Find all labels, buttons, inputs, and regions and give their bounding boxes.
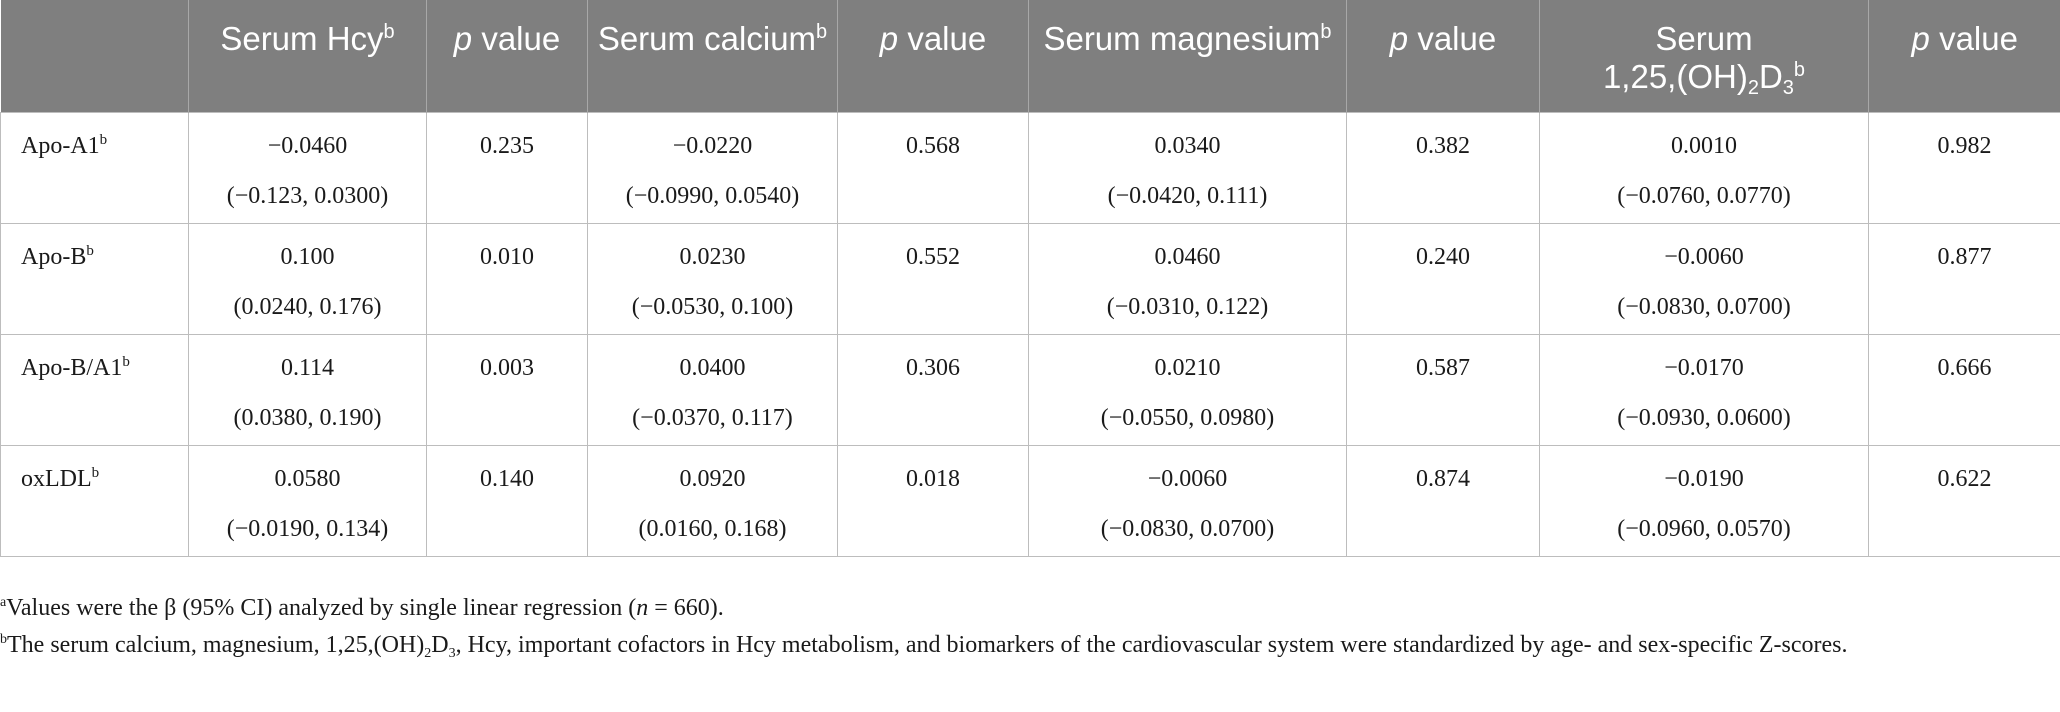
table-header <box>1 0 2060 112</box>
header-row <box>1 0 2060 112</box>
p-value: 0.587 <box>1416 354 1470 381</box>
beta-estimate: 0.0400 <box>679 354 746 381</box>
row-label-footnote-mark: b <box>122 353 130 370</box>
cell-vitamin-d <box>1540 112 1869 223</box>
cell-p-vitamin-d <box>1869 223 2060 334</box>
confidence-interval: (0.0380, 0.190) <box>233 404 382 431</box>
confidence-interval: (−0.0960, 0.0570) <box>1617 515 1791 542</box>
confidence-interval: (−0.0370, 0.117) <box>632 404 793 431</box>
table-body <box>1 112 2060 556</box>
p-value: 0.622 <box>1937 465 1992 492</box>
cell-p-magnesium <box>1347 445 1540 556</box>
confidence-interval: (0.0160, 0.168) <box>638 515 787 542</box>
cell-p-magnesium <box>1347 112 1540 223</box>
cell-p-vitamin-d <box>1869 112 2060 223</box>
cell-p-magnesium <box>1347 223 1540 334</box>
table-row <box>1 445 2060 556</box>
header-p-value-vitamin-d: p value <box>1869 0 2060 112</box>
beta-estimate: −0.0220 <box>672 132 753 159</box>
header-serum-hcy: Serum Hcy$^b$ <box>189 0 427 112</box>
row-label-footnote-mark: b <box>86 242 94 259</box>
confidence-interval: (−0.0310, 0.122) <box>1106 293 1269 320</box>
row-label-text: Apo-A1 <box>21 132 100 159</box>
cell-hcy <box>189 445 427 556</box>
confidence-interval: (−0.0190, 0.134) <box>226 515 389 542</box>
cell-p-hcy <box>427 334 588 445</box>
header-serum-calcium: Serum calcium$^b$ <box>588 0 838 112</box>
confidence-interval: (0.0240, 0.176) <box>233 293 382 320</box>
header-p-value-magnesium: p value <box>1347 0 1540 112</box>
beta-estimate: 0.114 <box>280 354 335 381</box>
p-value: 0.568 <box>906 132 960 159</box>
confidence-interval: (−0.0420, 0.111) <box>1107 182 1268 209</box>
p-value: 0.874 <box>1416 465 1470 492</box>
header-corner <box>1 0 189 112</box>
beta-estimate: 0.0210 <box>1154 354 1221 381</box>
confidence-interval: (−0.0930, 0.0600) <box>1617 404 1791 431</box>
row-label <box>1 112 189 223</box>
cell-p-magnesium <box>1347 334 1540 445</box>
beta-estimate: −0.0460 <box>267 132 348 159</box>
table-row <box>1 334 2060 445</box>
cell-hcy <box>189 112 427 223</box>
cell-vitamin-d <box>1540 334 1869 445</box>
cell-magnesium <box>1029 445 1347 556</box>
confidence-interval: (−0.0990, 0.0540) <box>625 182 800 209</box>
cell-p-calcium <box>838 445 1029 556</box>
confidence-interval: (−0.0550, 0.0980) <box>1100 404 1275 431</box>
row-label <box>1 334 189 445</box>
cell-p-vitamin-d <box>1869 334 2060 445</box>
p-value: 0.982 <box>1937 132 1992 159</box>
cell-magnesium <box>1029 112 1347 223</box>
p-value: 0.666 <box>1937 354 1992 381</box>
cell-p-hcy <box>427 112 588 223</box>
cell-vitamin-d <box>1540 223 1869 334</box>
p-value: 0.235 <box>480 132 534 159</box>
cell-p-hcy <box>427 223 588 334</box>
beta-estimate: 0.0920 <box>679 465 746 492</box>
cell-p-calcium <box>838 334 1029 445</box>
row-label-footnote-mark: b <box>99 131 108 148</box>
cell-vitamin-d <box>1540 445 1869 556</box>
row-label <box>1 445 189 556</box>
row-label-footnote-mark: b <box>91 464 100 481</box>
p-value: 0.018 <box>906 465 960 492</box>
header-p-value-calcium: p value <box>838 0 1029 112</box>
row-label <box>1 223 189 334</box>
p-value: 0.003 <box>480 354 534 381</box>
p-value: 0.552 <box>906 243 960 270</box>
cell-p-calcium <box>838 112 1029 223</box>
beta-estimate: 0.100 <box>280 243 335 270</box>
row-label-text: Apo-B <box>21 243 87 270</box>
header-p-value-hcy: p value <box>427 0 588 112</box>
beta-estimate: −0.0170 <box>1664 354 1744 381</box>
header-serum-magnesium: Serum magnesium$^b$ <box>1029 0 1347 112</box>
p-value: 0.306 <box>906 354 960 381</box>
confidence-interval: (−0.0760, 0.0770) <box>1617 182 1791 209</box>
cell-p-hcy <box>427 445 588 556</box>
row-label-text: oxLDL <box>21 465 92 492</box>
p-value: 0.877 <box>1937 243 1992 270</box>
cell-calcium <box>588 334 838 445</box>
cell-magnesium <box>1029 223 1347 334</box>
beta-estimate: 0.0340 <box>1154 132 1221 159</box>
table-row <box>1 112 2060 223</box>
confidence-interval: (−0.0830, 0.0700) <box>1100 515 1275 542</box>
cell-hcy <box>189 334 427 445</box>
footnote-a: $^a$Values were the β (95% CI) analyzed by single linear regression (n = 660). <box>0 595 724 621</box>
cell-p-calcium <box>838 223 1029 334</box>
cell-calcium <box>588 223 838 334</box>
confidence-interval: (−0.123, 0.0300) <box>226 182 389 209</box>
cell-hcy <box>189 223 427 334</box>
table-row <box>1 223 2060 334</box>
p-value: 0.010 <box>480 243 534 270</box>
beta-estimate: −0.0190 <box>1664 465 1744 492</box>
cell-magnesium <box>1029 334 1347 445</box>
cell-calcium <box>588 445 838 556</box>
beta-estimate: 0.0010 <box>1671 132 1737 159</box>
p-value: 0.382 <box>1416 132 1470 159</box>
footnotes <box>0 590 2040 664</box>
cell-calcium <box>588 112 838 223</box>
header-serum-vitamin-d: Serum $1,25,(OH)_2D_3^b$ <box>1540 0 1869 112</box>
footnote-b: $^b$The serum calcium, magnesium, $1,25,(OH)_2D_3$, Hcy, important cofactors in Hcy metabolism, and biomarkers of the cardiovascular system were standardized by age- and sex-specific Z-scores. <box>0 632 1848 661</box>
beta-estimate: 0.0230 <box>679 243 746 270</box>
p-value: 0.140 <box>480 465 534 492</box>
row-label-text: Apo-B/A1 <box>21 354 123 381</box>
cell-p-vitamin-d <box>1869 445 2060 556</box>
beta-estimate: 0.0580 <box>274 465 341 492</box>
p-value: 0.240 <box>1416 243 1470 270</box>
confidence-interval: (−0.0830, 0.0700) <box>1617 293 1791 320</box>
confidence-interval: (−0.0530, 0.100) <box>631 293 794 320</box>
beta-estimate: −0.0060 <box>1664 243 1744 270</box>
beta-estimate: 0.0460 <box>1154 243 1221 270</box>
beta-estimate: −0.0060 <box>1147 465 1228 492</box>
